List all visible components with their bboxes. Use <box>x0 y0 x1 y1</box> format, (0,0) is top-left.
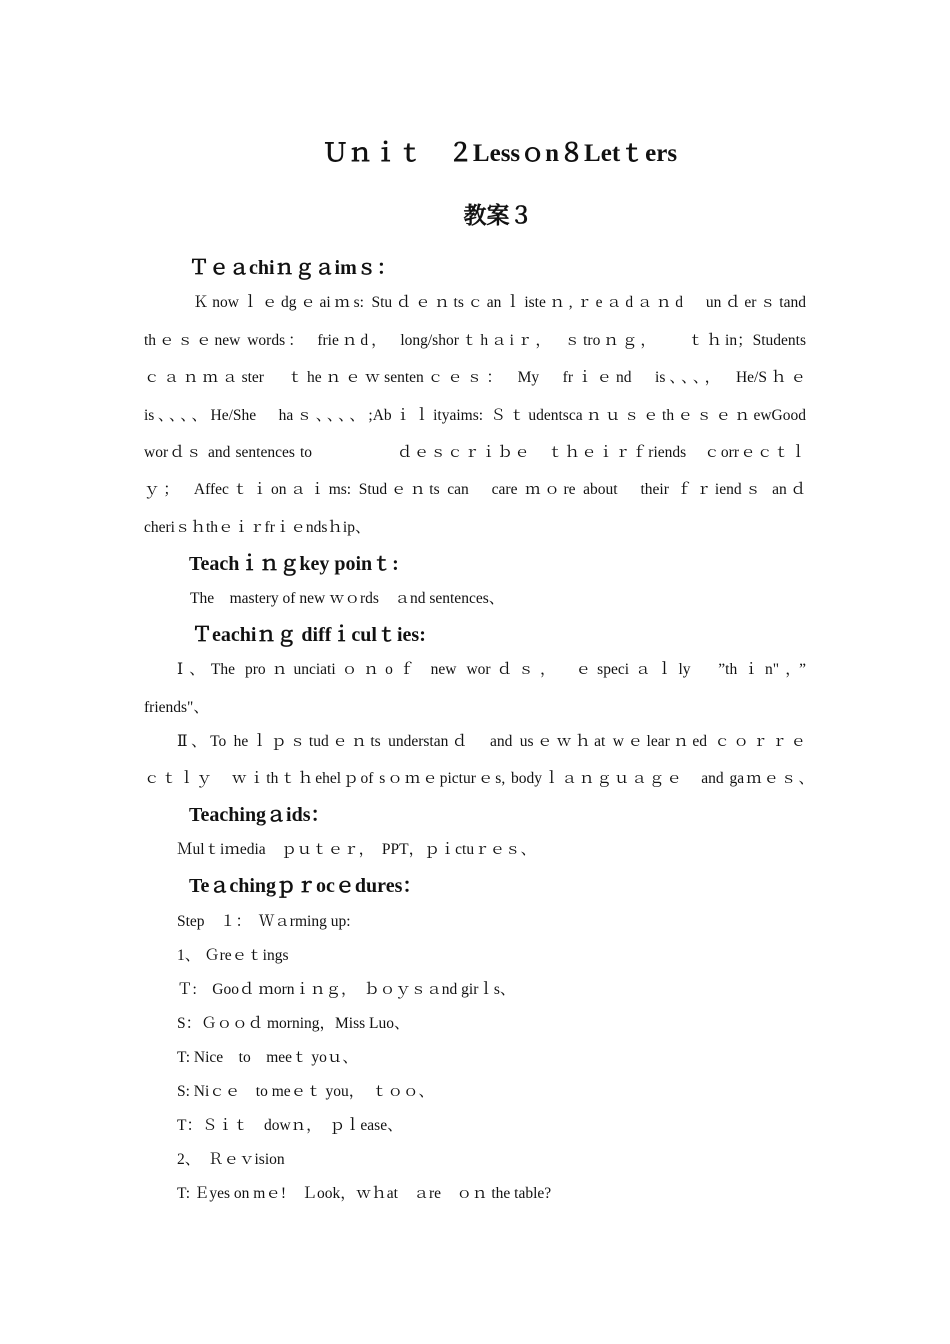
aims-line-7: cheriｓｈthｅｉｒfrｉｅndsｈip、 <box>144 519 371 536</box>
procedure-line: T: Ｅyes on mｅ! Ｌook，ｗｈat ａre ｏｎ the table? <box>177 1185 552 1202</box>
aims-line-5: worｄｓ and sentences to ｄｅｓｃｒｉｂｅ ｔｈｅｉｒｆriends ｃorrｅｃｔｌ <box>144 444 806 461</box>
difficulty-line-3: Ⅱ、To heｌｐｓtudｅｎts understanｄ and usｅｗｈat wｅlearｎed ｃｏｒｒｅ <box>177 733 806 750</box>
aims-line-4: is、、、、He/She haｓ、、、、;Abｉｌityaims: ＳｔudentscaｎｕｓｅthｅｓｅｎewGood <box>144 407 806 424</box>
heading-difficulties: Ｔeachiｎｇ diffｉculｔies: <box>192 624 426 646</box>
procedure-line: S：Ｇｏｏｄ morning，Miss Luo、 <box>177 1015 410 1032</box>
key-point-text: The mastery of new ｗｏrds ａnd sentences、 <box>190 590 505 607</box>
procedure-line: T：Ｓｉｔ dowｎ， ｐｌease、 <box>177 1117 403 1134</box>
procedure-line: 1、 Ｇreｅｔings <box>177 947 289 964</box>
procedure-line: Step １： Ｗａrming up: <box>177 913 351 930</box>
aims-line-1: Ｋnowｌｅdgｅaiｍs: Stuｄｅｎtsｃanｌisteｎ,ｒeａdａｎd unｄerｓtand <box>193 294 806 311</box>
difficulty-line-1: Ⅰ、The proｎunciatiｏｎoｆ new worｄｓ， ｅspeciａｌly ”thｉn"，” <box>177 661 806 678</box>
difficulty-line-4: ｃｔｌｙ ｗｉthｔｈehelｐof sｏｍｅpicturｅs, bodyｌａｎｇｕａｇｅ and gaｍｅｓ、 <box>144 770 814 787</box>
procedure-line: 2、 Ｒｅｖision <box>177 1151 285 1168</box>
procedure-line: S: Niｃｅ to meｅｔ you， ｔｏｏ、 <box>177 1083 435 1100</box>
heading-teaching-aims: Ｔｅａchiｎｇａimｓ： <box>189 257 397 279</box>
aims-line-6: ｙ； Affecｔｉonａｉms: Studｅｎts can care ｍｏre about their ｆｒiendｓ anｄ <box>144 481 806 498</box>
procedure-line: T: Nice to meeｔ yoｕ、 <box>177 1049 358 1066</box>
document-subtitle: 教案３ <box>463 203 533 228</box>
difficulty-line-2: friends"、 <box>144 699 209 716</box>
aids-text: Ｍulｔiｍedia ｐｕｔｅｒ， PPT，ｐｉctuｒｅｓ、 <box>177 841 537 858</box>
heading-teaching-aids: Teachingａids： <box>189 804 331 826</box>
procedure-line: Ｔ: Gooｄ ｍornｉｎｇ， ｂｏｙｓａnd girｌs、 <box>177 981 516 998</box>
heading-procedures: Teａchingｐｒocｅdures： <box>189 875 423 897</box>
aims-line-2: thｅｓｅnew words： frieｎd， long/shorｔhａiｒ， ｓtroｎｇ， ｔｈin；Students <box>144 332 806 349</box>
document-title: Ｕｎｉｔ ２Lessｏn８Letｔers <box>322 140 678 167</box>
aims-line-3: ｃａｎｍａster ｔheｎｅｗsentenｃｅｓ： My frｉｅnd is、、、， He/Sｈｅ <box>144 369 806 386</box>
heading-key-point: Teachｉｎｇkey poinｔ: <box>189 553 399 575</box>
